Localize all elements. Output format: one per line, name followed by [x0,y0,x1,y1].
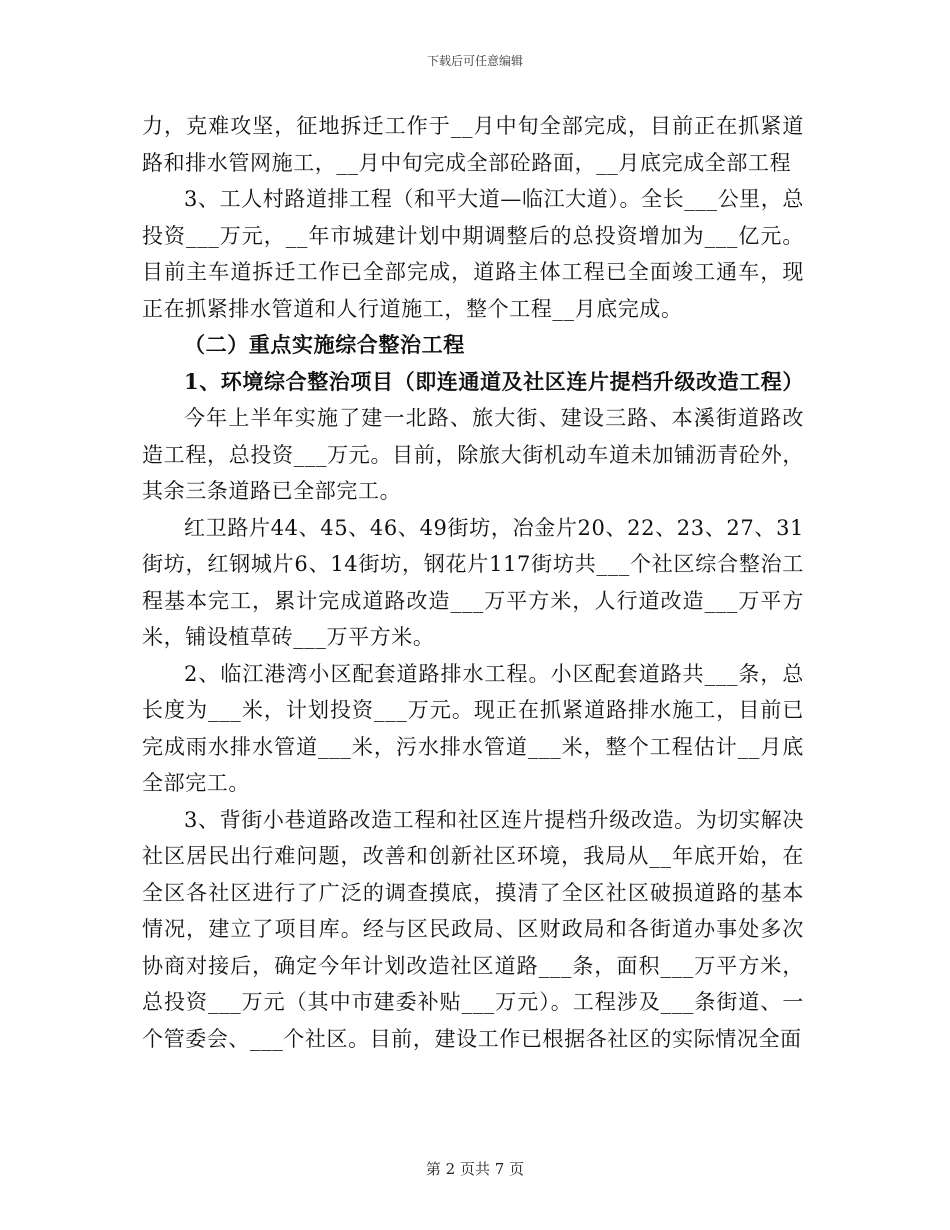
paragraph-road-renovation: 今年上半年实施了建一北路、旅大街、建设三路、本溪街道路改造工程，总投资___万元。目前，除旅大街机动车道未加铺沥青砼外，其余三条道路已全部完工。 [142,406,804,503]
paragraph-community-renovation: 红卫路片44、45、46、49街坊，冶金片20、22、23、27、31街坊，红钢城片6、14街坊，钢花片117街坊共___个社区综合整治工程基本完工，累计完成道路改造___万平方米，人行道改造___万平方米，铺设植草砖___万平方米。 [142,515,804,649]
paragraph-gongrencun-road: 3、工人村路道排工程（和平大道—临江大道）。全长___公里，总投资___万元，__年市城建计划中期调整后的总投资增加为___亿元。目前主车道拆迁工作已全部完成，道路主体工程已全面竣工通车，现正在抓紧排水管道和人行道施工，整个工程__月底完成。 [142,187,804,321]
paragraph-back-street: 3、背街小巷道路改造工程和社区连片提档升级改造。为切实解决社区居民出行难问题，改善和创新社区环境，我局从__年底开始，在全区各社区进行了广泛的调查摸底，摸清了全区社区破损道路的基本情况，建立了项目库。经与区民政局、区财政局和各街道办事处多次协商对接后，确定今年计划改造社区道路___条，面积___万平方米，总投资___万元（其中市建委补贴___万元）。工程涉及___条街道、一个管委会、___个社区。目前，建设工作已根据各社区的实际情况全面 [142,807,804,1051]
paragraph-continuation: 力，克难攻坚，征地拆迁工作于__月中旬全部完成，目前正在抓紧道路和排水管网施工，__月中旬完成全部砼路面，__月底完成全部工程 [142,114,804,175]
section-heading: （二）重点实施综合整治工程 [184,332,465,357]
subsection-heading: 1、环境综合整治项目（即连通道及社区连片提档升级改造工程） [184,368,805,394]
page-footer: 第 2 页共 7 页 [425,1160,525,1178]
page-header: 下载后可任意编辑 [426,54,523,68]
document-body [142,108,804,1057]
paragraph-linjiang-harbor: 2、临江港湾小区配套道路排水工程。小区配套道路共___条，总长度为___米，计划投资___万元。现正在抓紧道路排水施工，目前已完成雨水排水管道___米，污水排水管道___米，整个工程估计__月底全部完工。 [142,661,804,795]
